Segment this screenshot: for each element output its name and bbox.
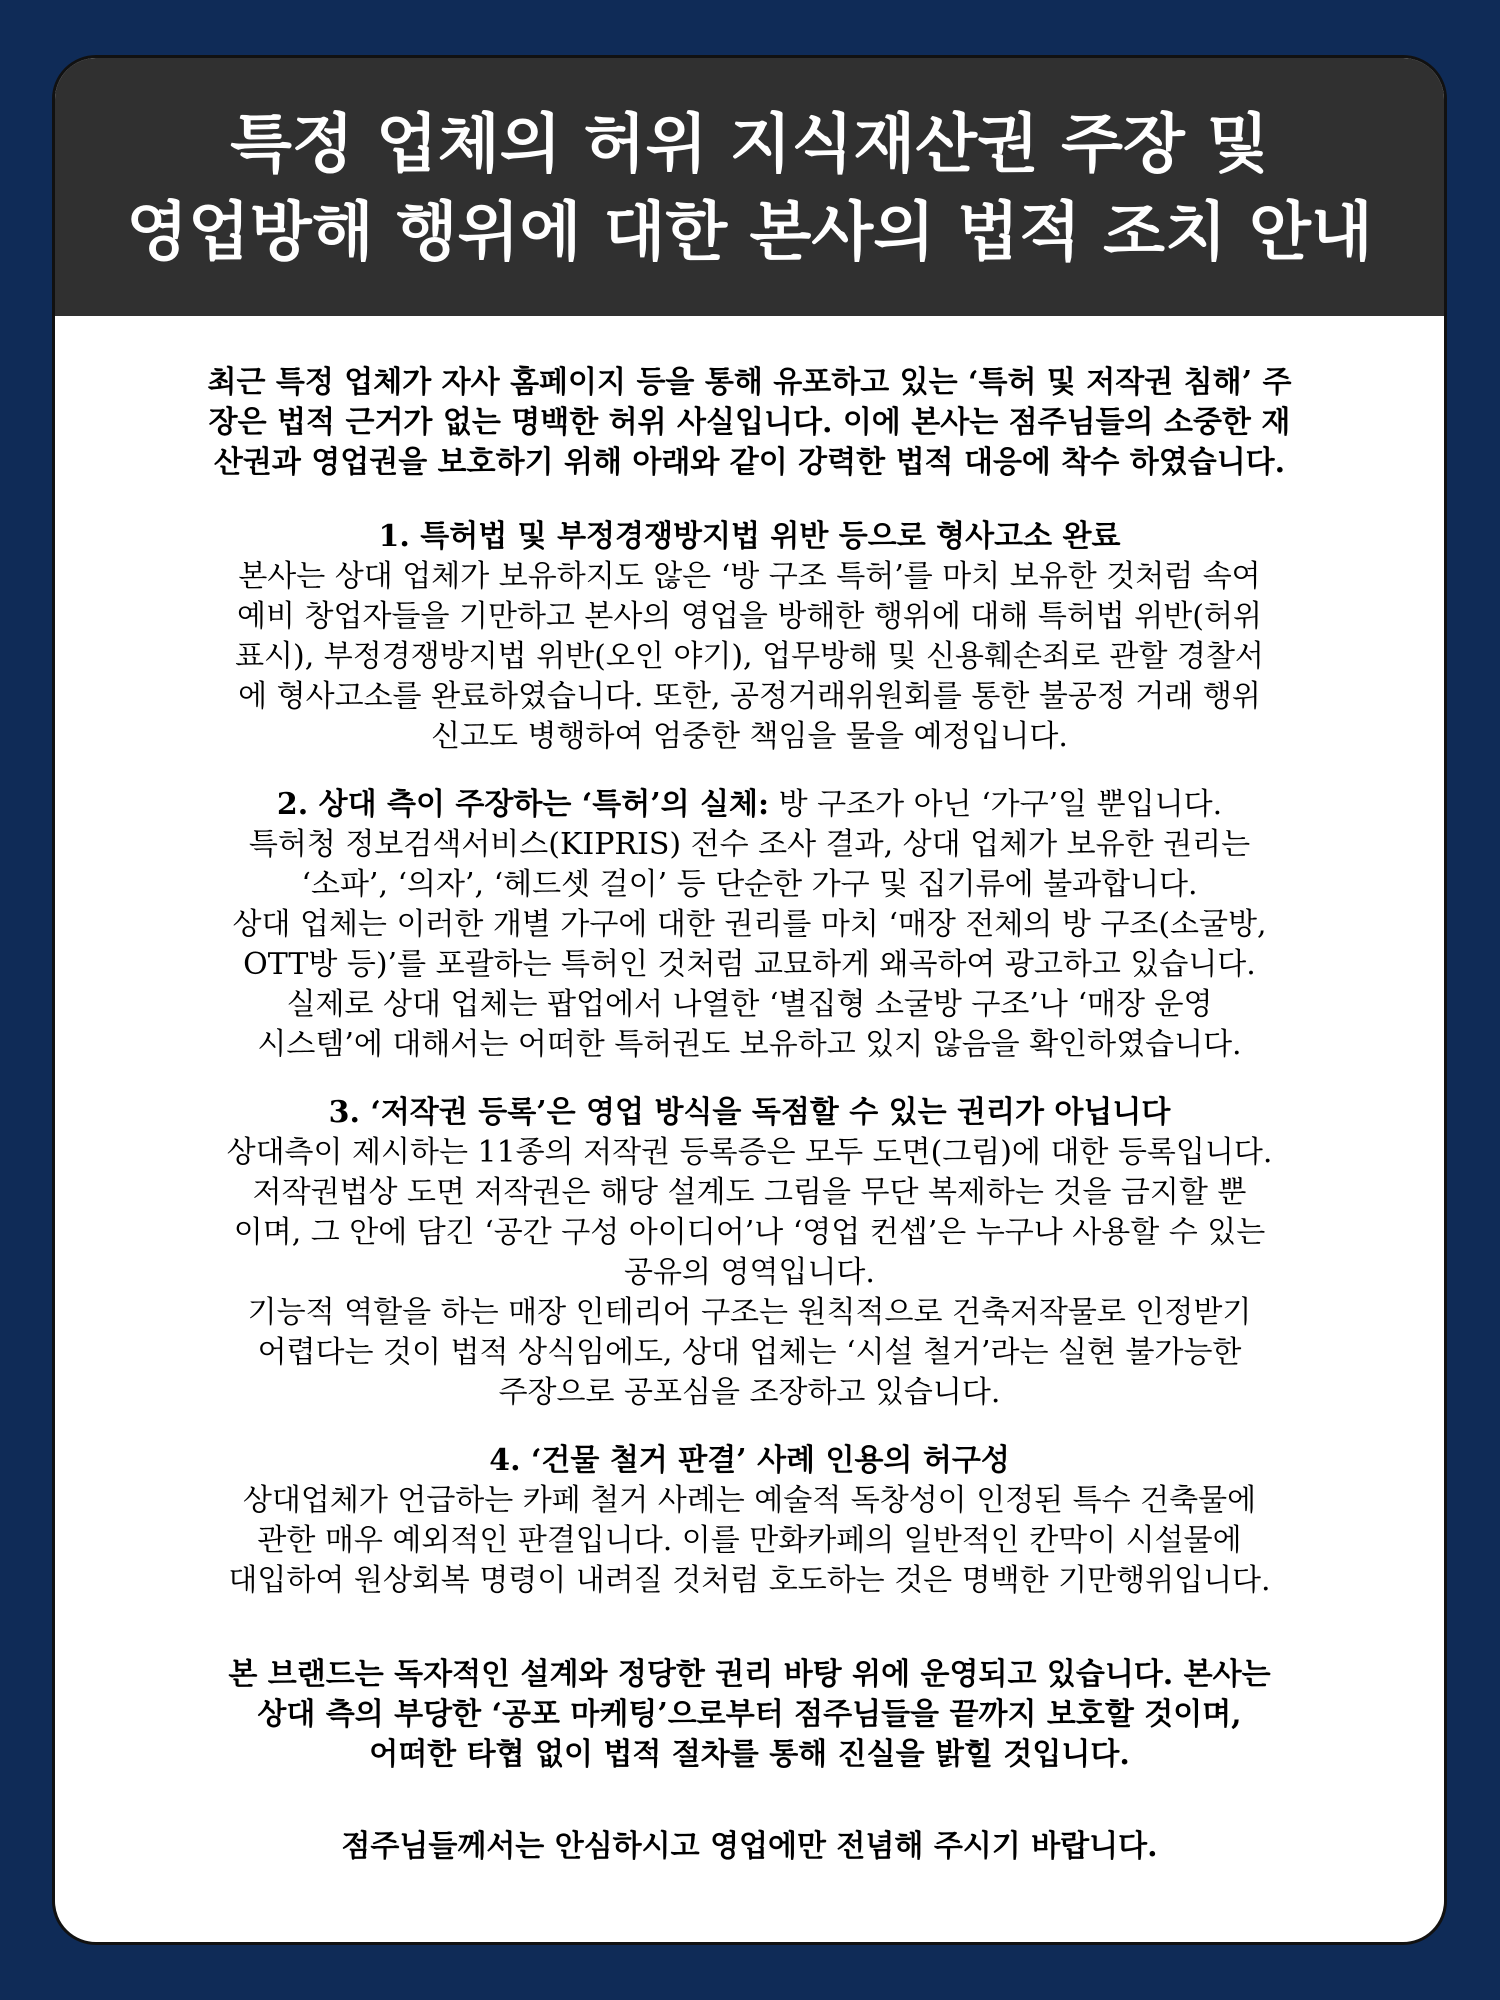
- section-4-line: 대입하여 원상회복 명령이 내려질 것처럼 호도하는 것은 명백한 기만행위입니다.: [228, 1563, 1271, 1598]
- section-2-line: 특허청 정보검색서비스(KIPRIS) 전수 조사 결과, 상대 업체가 보유한 권리는: [248, 827, 1251, 862]
- closing-line: 본 브랜드는 독자적인 설계와 정당한 권리 바탕 위에 운영되고 있습니다. 본사는: [228, 1657, 1271, 1692]
- section-3-line: 저작권법상 도면 저작권은 해당 설계도 그림을 무단 복제하는 것을 금지할 뿐: [252, 1175, 1247, 1210]
- intro-paragraph: [125, 363, 1374, 483]
- notice-header: [55, 58, 1444, 316]
- intro-line: 최근 특정 업체가 자사 홈페이지 등을 통해 유포하고 있는 ‘특허 및 저작권 침해’ 주: [207, 365, 1292, 400]
- closing-line: 상대 측의 부당한 ‘공포 마케팅’으로부터 점주님들을 끝까지 보호할 것이며,: [257, 1697, 1242, 1732]
- section-2: [125, 785, 1374, 1065]
- section-3-line: 상대측이 제시하는 11종의 저작권 등록증은 모두 도면(그림)에 대한 등록입니다.: [226, 1135, 1273, 1170]
- section-4: [125, 1441, 1374, 1601]
- section-3-title: 3. ‘저작권 등록’은 영업 방식을 독점할 수 있는 권리가 아닙니다: [328, 1095, 1171, 1130]
- section-1-line: 신고도 병행하여 엄중한 책임을 물을 예정입니다.: [431, 719, 1068, 754]
- closing-paragraph: [125, 1655, 1374, 1775]
- section-4-line: 상대업체가 언급하는 카페 철거 사례는 예술적 독창성이 인정된 특수 건축물에: [242, 1483, 1257, 1518]
- section-2-line: ‘소파’, ‘의자’, ‘헤드셋 걸이’ 등 단순한 가구 및 집기류에 불과합니다.: [301, 867, 1198, 902]
- notice-card: [52, 55, 1447, 1945]
- final-message: 점주님들께서는 안심하시고 영업에만 전념해 주시기 바랍니다.: [341, 1829, 1158, 1864]
- intro-line: 산권과 영업권을 보호하기 위해 아래와 같이 강력한 법적 대응에 착수 하였습니다.: [213, 445, 1286, 480]
- section-2-title-suffix: 방 구조가 아닌 ‘가구’일 뿐입니다.: [769, 787, 1223, 822]
- section-1-line: 본사는 상대 업체가 보유하지도 않은 ‘방 구조 특허’를 마치 보유한 것처럼 속여: [238, 559, 1261, 594]
- closing-line: 어떠한 타협 없이 법적 절차를 통해 진실을 밝힐 것입니다.: [369, 1737, 1130, 1772]
- section-1-line: 예비 창업자들을 기만하고 본사의 영업을 방해한 행위에 대해 특허법 위반(허위: [237, 599, 1262, 634]
- section-2-title: 2. 상대 측이 주장하는 ‘특허’의 실체:: [276, 787, 770, 822]
- section-1-line: 표시), 부정경쟁방지법 위반(오인 야기), 업무방해 및 신용훼손죄로 관할 경찰서: [235, 639, 1264, 674]
- section-3-line: 어렵다는 것이 법적 상식임에도, 상대 업체는 ‘시설 철거’라는 실현 불가능한: [257, 1335, 1242, 1370]
- section-2-line: 상대 업체는 이러한 개별 가구에 대한 권리를 마치 ‘매장 전체의 방 구조(소굴방,: [232, 907, 1267, 942]
- section-3-line: 이며, 그 안에 담긴 ‘공간 구성 아이디어’나 ‘영업 컨셉’은 누구나 사용할 수 있는: [233, 1215, 1266, 1250]
- section-4-title: 4. ‘건물 철거 판결’ 사례 인용의 허구성: [489, 1443, 1010, 1478]
- section-3-line: 기능적 역할을 하는 매장 인테리어 구조는 원칙적으로 건축저작물로 인정받기: [247, 1295, 1252, 1330]
- intro-line: 장은 법적 근거가 없는 명백한 허위 사실입니다. 이에 본사는 점주님들의 소중한 재: [208, 405, 1291, 440]
- section-1: [125, 517, 1374, 757]
- title-line-2: 영업방해 행위에 대한 본사의 법적 조치 안내: [126, 196, 1373, 270]
- section-4-line: 관한 매우 예외적인 판결입니다. 이를 만화카페의 일반적인 칸막이 시설물에: [257, 1523, 1242, 1558]
- section-2-line: 실제로 상대 업체는 팝업에서 나열한 ‘별집형 소굴방 구조’나 ‘매장 운영: [286, 987, 1213, 1022]
- section-1-line: 에 형사고소를 완료하였습니다. 또한, 공정거래위원회를 통한 불공정 거래 행위: [238, 679, 1261, 714]
- section-3: [125, 1093, 1374, 1413]
- notice-content: [125, 363, 1374, 1867]
- section-2-line: 시스템’에 대해서는 어떠한 특허권도 보유하고 있지 않음을 확인하였습니다.: [257, 1027, 1242, 1062]
- section-3-line: 주장으로 공포심을 조장하고 있습니다.: [498, 1375, 1001, 1410]
- title-line-1: 특정 업체의 허위 지식재산권 주장 및: [230, 108, 1269, 182]
- section-1-title: 1. 특허법 및 부정경쟁방지법 위반 등으로 형사고소 완료: [378, 519, 1121, 554]
- section-2-line: OTT방 등)’를 포괄하는 특허인 것처럼 교묘하게 왜곡하여 광고하고 있습니다.: [243, 947, 1256, 982]
- section-3-line: 공유의 영역입니다.: [624, 1255, 875, 1290]
- section-2-heading-line: [125, 785, 1374, 825]
